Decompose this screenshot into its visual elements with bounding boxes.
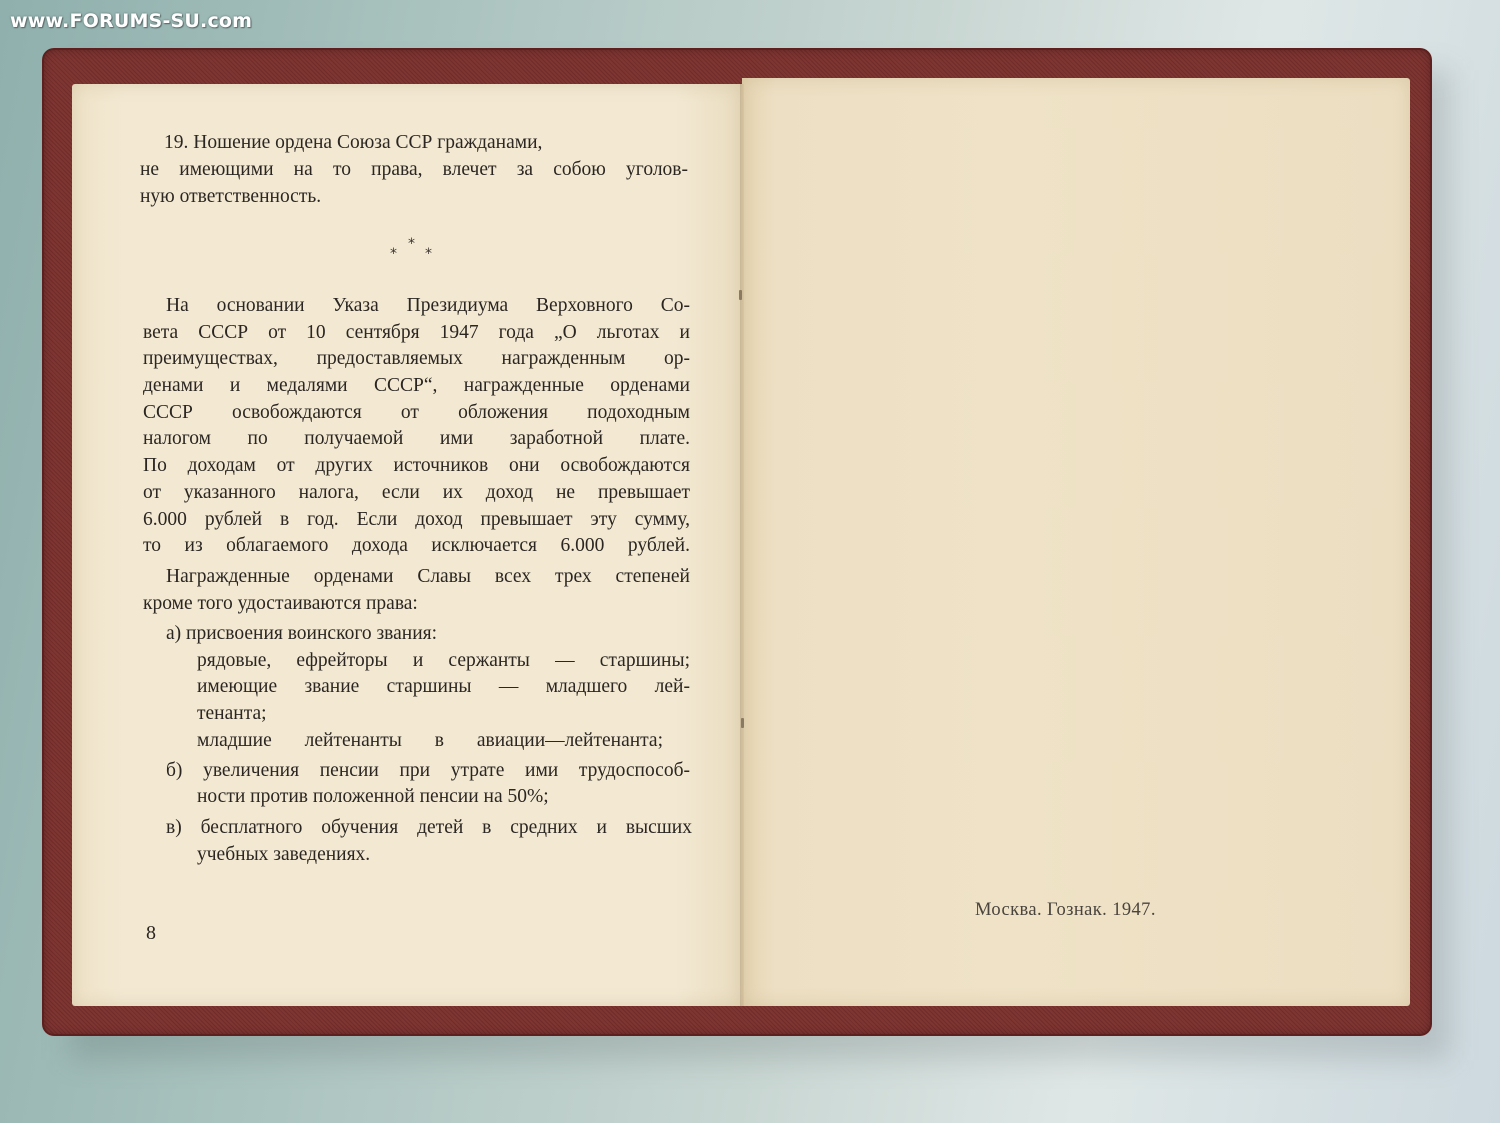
decree-line-7: По доходам от других источников они освобождаются xyxy=(143,455,690,476)
decree-line-9: 6.000 рублей в год. Если доход превышает эту сумму, xyxy=(143,509,690,530)
item-a-line-4: тенанта; xyxy=(197,703,267,724)
glory-intro-line-1: Награжденные орденами Славы всех трех степеней xyxy=(166,566,690,587)
paragraph-19-line-3: ную ответственность. xyxy=(140,186,322,207)
decree-line-5: СССР освобождаются от обложения подоходным xyxy=(143,402,690,423)
decree-line-10: то из облагаемого дохода исключается 6.000 рублей. xyxy=(143,535,690,556)
staple-bottom xyxy=(741,718,744,728)
paragraph-19-line-2: не имеющими на то права, влечет за собою уголов- xyxy=(140,159,688,180)
watermark: www.FORUMS-SU.com xyxy=(10,10,253,32)
decree-line-4: денами и медалями СССР“, награжденные орденами xyxy=(143,375,690,396)
decree-line-3: преимуществах, предоставляемых награжденным ор- xyxy=(143,348,690,369)
staple-top xyxy=(739,290,742,300)
item-c-line-1: в) бесплатного обучения детей в средних и высших xyxy=(166,817,692,838)
paragraph-19-line-1: 19. Ношение ордена Союза ССР гражданами, xyxy=(164,132,543,153)
separator-stars: * * * xyxy=(390,236,432,262)
right-page xyxy=(742,78,1410,1006)
book-spine xyxy=(740,84,744,1006)
decree-line-6: налогом по получаемой ими заработной плате. xyxy=(143,428,690,449)
glory-intro-line-2: кроме того удостаиваются права: xyxy=(143,593,418,614)
item-a-line-3: имеющие звание старшины — младшего лей- xyxy=(197,676,690,697)
page-number: 8 xyxy=(146,922,156,944)
item-a-line-1: а) присвоения воинского звания: xyxy=(166,623,438,644)
item-a-line-2: рядовые, ефрейторы и сержанты — старшины; xyxy=(197,650,690,671)
decree-line-2: вета СССР от 10 сентября 1947 года „О льготах и xyxy=(143,322,690,343)
decree-line-1: На основании Указа Президиума Верховного Со- xyxy=(166,295,690,316)
item-c-line-2: учебных заведениях. xyxy=(197,844,371,865)
item-b-line-1: б) увеличения пенсии при утрате ими трудоспособ- xyxy=(166,760,690,781)
item-b-line-2: ности против положенной пенсии на 50%; xyxy=(197,786,549,807)
decree-line-8: от указанного налога, если их доход не превышает xyxy=(143,482,690,503)
publisher-imprint: Москва. Гознак. 1947. xyxy=(975,900,1156,920)
item-a-line-5: младшие лейтенанты в авиации—лейтенанта; xyxy=(197,730,663,751)
